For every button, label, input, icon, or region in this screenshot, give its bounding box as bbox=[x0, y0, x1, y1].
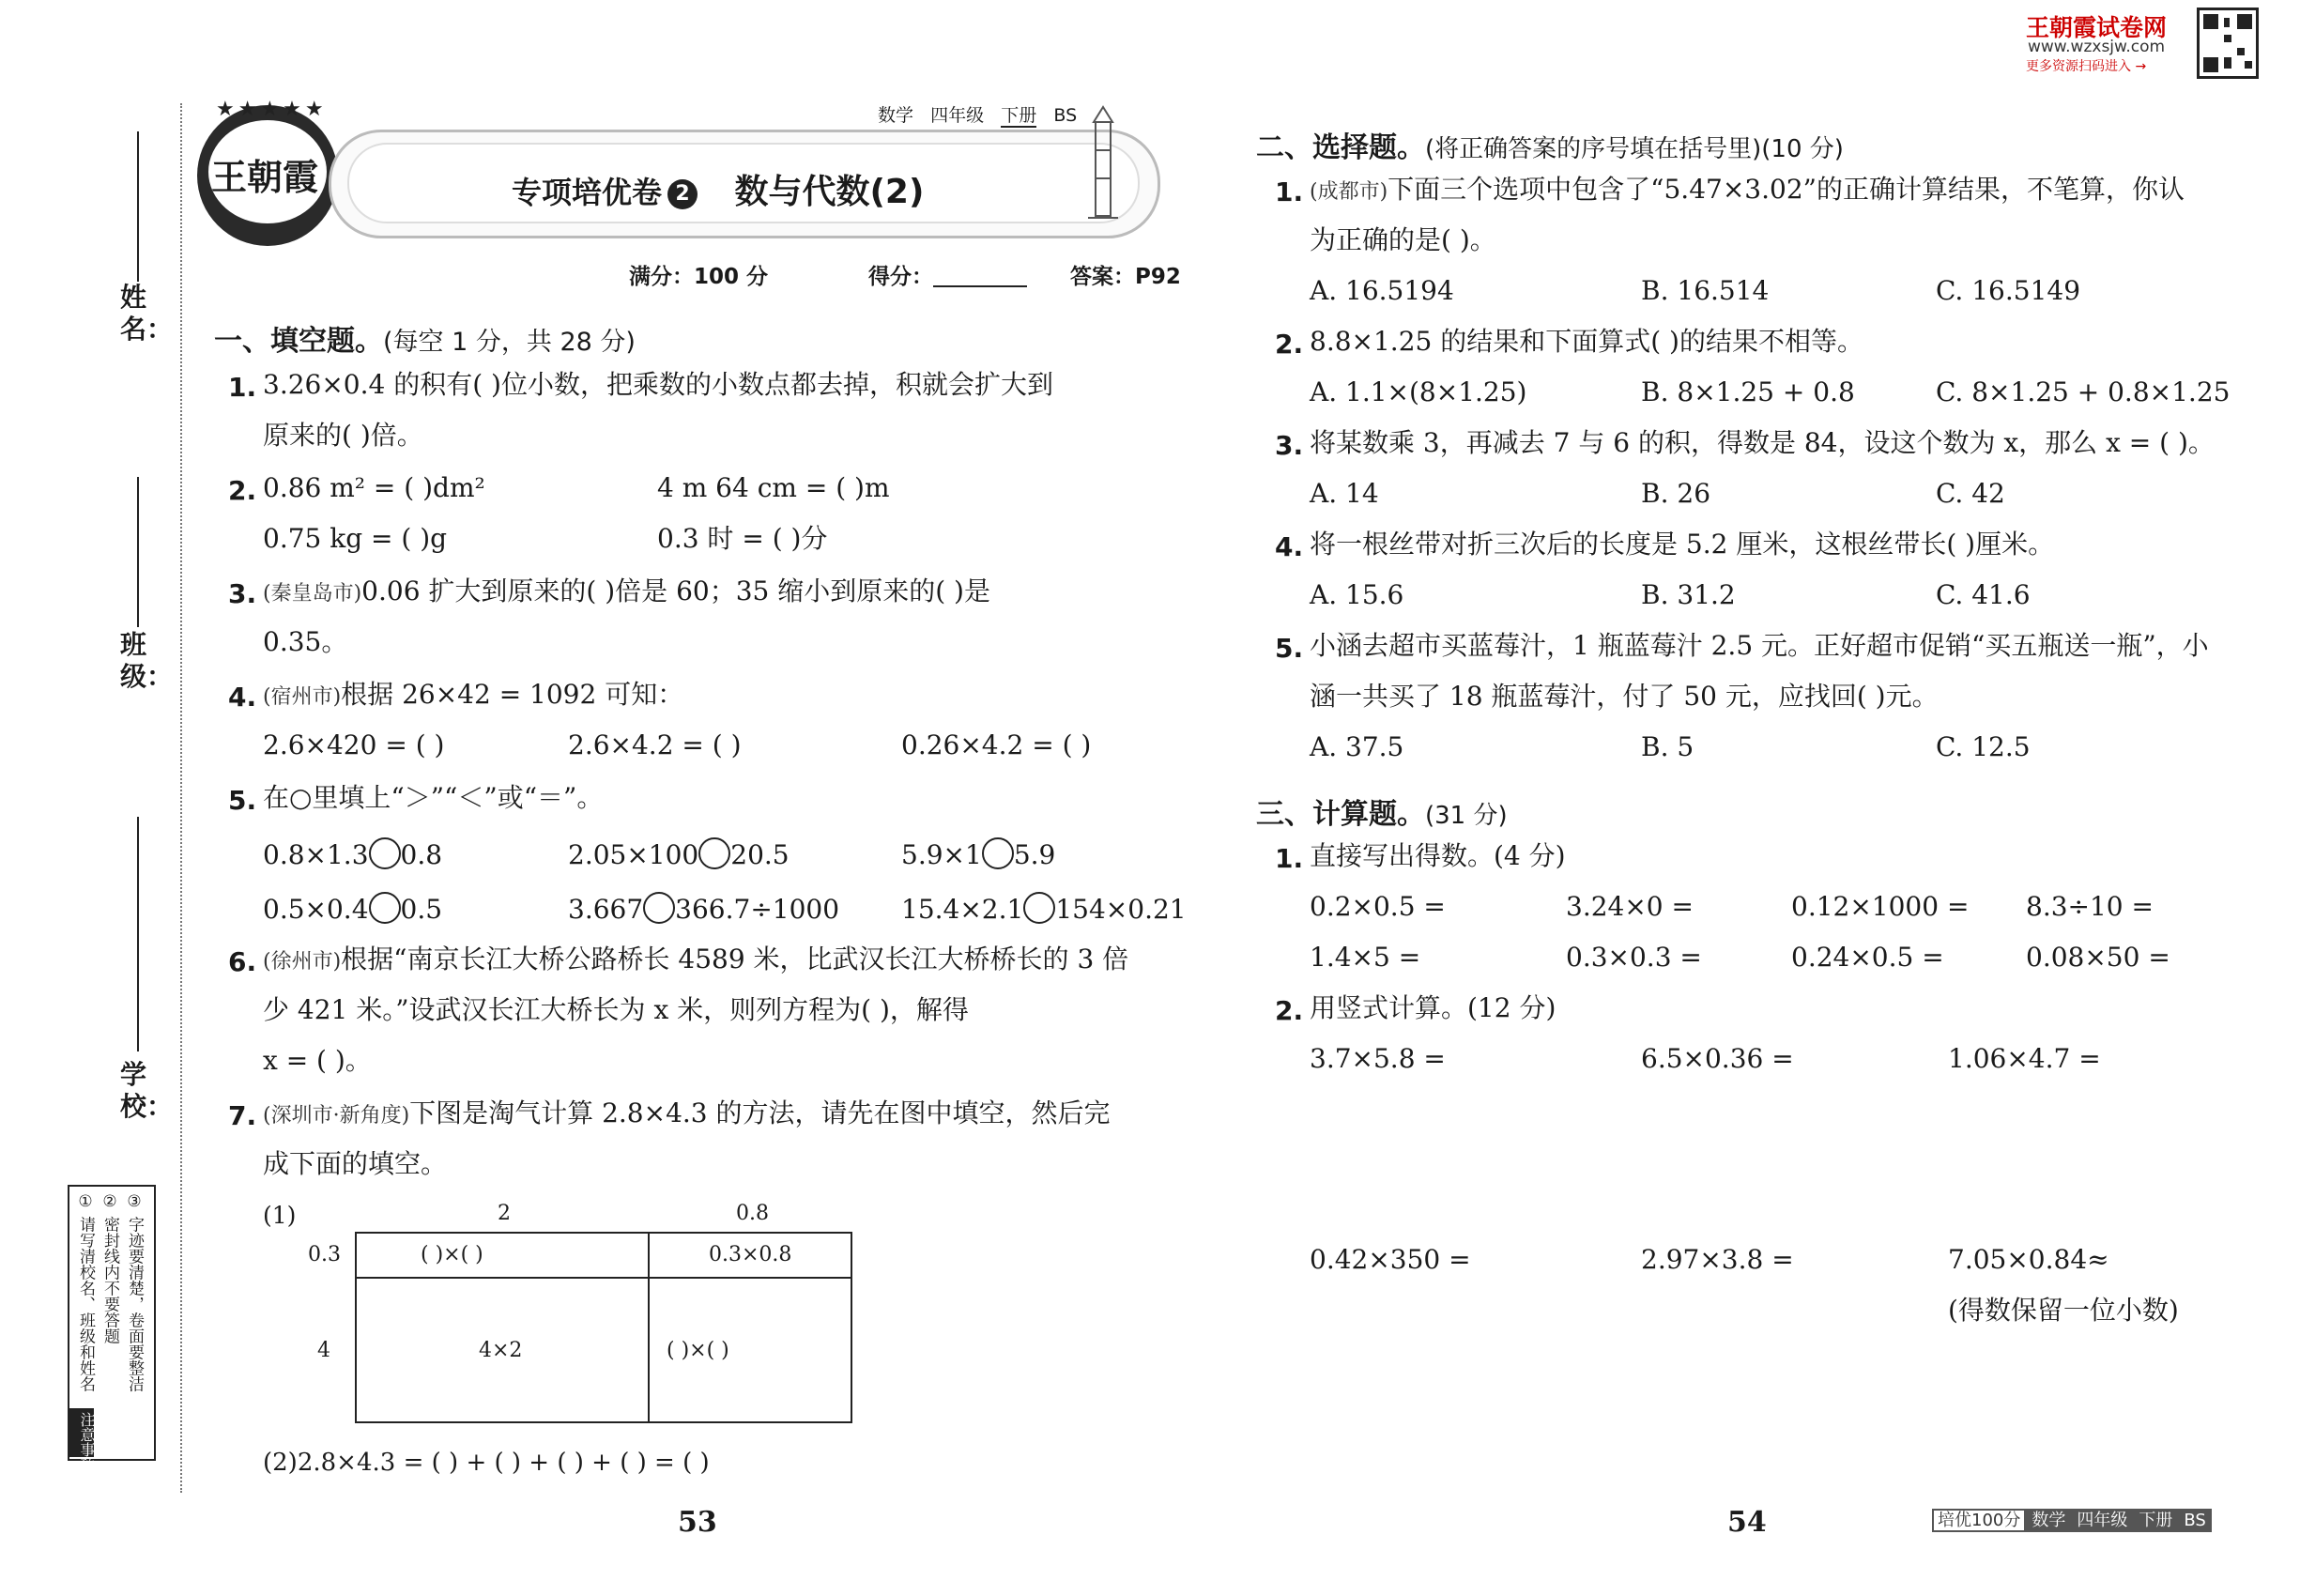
s2-q2-opt-b[interactable]: B. 8×1.25 + 0.8 bbox=[1641, 376, 1855, 407]
s2-q5-number: 5. bbox=[1275, 633, 1304, 664]
compare-circle[interactable] bbox=[369, 837, 401, 869]
s1-q6-city: (徐州市) bbox=[263, 950, 342, 974]
section3-note: (31 分) bbox=[1425, 802, 1508, 830]
q1-number: 1. bbox=[228, 372, 257, 403]
compare-left: 3.667 bbox=[568, 894, 644, 925]
calc-item: 0.2×0.5 = bbox=[1310, 891, 1446, 922]
compare-left: 2.05×100 bbox=[568, 839, 699, 870]
s1-q6-line1 bbox=[263, 946, 1128, 973]
vertical-calc-item: 0.42×350 = bbox=[1310, 1244, 1471, 1275]
vertical-calc-item: 2.97×3.8 = bbox=[1641, 1244, 1794, 1275]
footer-tag-volume: 下册 bbox=[2133, 1509, 2178, 1532]
area-col1-label: 2 bbox=[498, 1202, 511, 1225]
q2-number: 2. bbox=[228, 475, 257, 506]
s2-q4-line1: 将一根丝带对折三次后的长度是 5.2 厘米，这根丝带长( )厘米。 bbox=[1310, 529, 2055, 560]
s1-q4-line1 bbox=[263, 679, 684, 710]
s2-q5-line1: 小涵去超市买蓝莓汁，1 瓶蓝莓汁 2.5 元。正好超市促销“买五瓶送一瓶”，小 bbox=[1310, 630, 2209, 661]
score-field bbox=[868, 267, 1027, 288]
s1-q4-a: 2.6×420 = ( ) bbox=[263, 729, 445, 760]
compare-left: 0.5×0.4 bbox=[263, 894, 369, 925]
compare-left: 5.9×1 bbox=[901, 839, 982, 870]
s1-q4-text: 根据 26×42 = 1092 可知： bbox=[341, 679, 684, 710]
calc-item: 0.3×0.3 = bbox=[1566, 942, 1702, 973]
notice-item-3: ③ 字迹要清楚，卷面要整洁 bbox=[125, 1192, 144, 1392]
s1-q1-line1: 3.26×0.4 的积有( )位小数，把乘数的小数点都去掉，积就会扩大到 bbox=[263, 369, 1053, 400]
brand-url[interactable]: www.wzxsjw.com bbox=[2028, 38, 2166, 56]
name-label: 姓 名： bbox=[120, 282, 174, 345]
lighthouse-icon bbox=[1084, 103, 1122, 225]
s2-q2-number: 2. bbox=[1275, 329, 1304, 360]
s1-q5-item-3 bbox=[901, 837, 1055, 869]
vertical-calc-item: 6.5×0.36 = bbox=[1641, 1043, 1794, 1074]
answer-ref: 答案：P92 bbox=[1070, 265, 1181, 289]
compare-right: 154×0.21 bbox=[1055, 894, 1187, 925]
s2-q2-opt-c[interactable]: C. 8×1.25 + 0.8×1.25 bbox=[1936, 376, 2231, 407]
compare-right: 366.7÷1000 bbox=[675, 894, 840, 925]
s2-q1-number: 1. bbox=[1275, 176, 1304, 207]
brand-name: 王朝霞试卷网 bbox=[2026, 14, 2168, 41]
page-title bbox=[512, 165, 924, 213]
s1-q3-line1 bbox=[263, 575, 990, 606]
full-score: 满分：100 分 bbox=[629, 265, 769, 289]
compare-left: 15.4×2.1 bbox=[901, 894, 1024, 925]
class-line bbox=[137, 477, 139, 627]
s1-q4-b: 2.6×4.2 = ( ) bbox=[568, 729, 742, 760]
s1-q7-part2: (2)2.8×4.3 = ( ) + ( ) + ( ) + ( ) = ( ) bbox=[263, 1449, 710, 1477]
seal-line bbox=[180, 103, 182, 1493]
s1-q2-b: 4 m 64 cm = ( )m bbox=[657, 472, 890, 503]
section3-title: 三、计算题。 bbox=[1256, 798, 1425, 831]
q5-number: 5. bbox=[228, 785, 257, 816]
rounding-note: (得数保留一位小数) bbox=[1948, 1295, 2179, 1326]
compare-circle[interactable] bbox=[369, 892, 401, 924]
s1-q7-city: (深圳市·新角度) bbox=[263, 1104, 410, 1128]
s1-q3-line2: 0.35。 bbox=[263, 626, 348, 657]
s2-q1-line2: 为正确的是( )。 bbox=[1310, 224, 1496, 255]
compare-left: 0.8×1.3 bbox=[263, 839, 369, 870]
s1-q7-part1: (1) bbox=[263, 1202, 297, 1229]
s1-q5-item-5 bbox=[568, 892, 839, 924]
section1-note: (每空 1 分，共 28 分) bbox=[383, 328, 636, 357]
s3-q2-number: 2. bbox=[1275, 995, 1304, 1026]
compare-right: 0.8 bbox=[400, 839, 443, 870]
subject-tags bbox=[878, 101, 1077, 127]
q7-number: 7. bbox=[228, 1100, 257, 1131]
title-prefix: 专项培优卷 bbox=[512, 175, 663, 210]
tag-edition: BS bbox=[1053, 105, 1078, 126]
qr-code-icon[interactable] bbox=[2197, 8, 2259, 79]
q3-number: 3. bbox=[228, 578, 257, 609]
s2-q1-line1 bbox=[1310, 176, 2185, 203]
s1-q3-text: 0.06 扩大到原来的( )倍是 60；35 缩小到原来的( )是 bbox=[361, 575, 990, 606]
s1-q6-line2: 少 421 米。”设武汉长江大桥长为 x 米，则列方程为( )，解得 bbox=[263, 994, 969, 1025]
section2-note: (将正确答案的序号填在括号里)(10 分) bbox=[1425, 135, 1844, 163]
s1-q7-line2: 成下面的填空。 bbox=[263, 1148, 448, 1179]
s1-q5-line1: 在○里填上“＞”“＜”或“＝”。 bbox=[263, 782, 604, 813]
s1-q5-item-2 bbox=[568, 837, 790, 869]
s1-q1-line2: 原来的( )倍。 bbox=[263, 420, 423, 451]
area-cell-1-1[interactable]: ( )×( ) bbox=[421, 1243, 483, 1266]
s2-q1-city: (成都市) bbox=[1310, 180, 1388, 204]
area-row2-label: 4 bbox=[317, 1339, 330, 1362]
q4-number: 4. bbox=[228, 682, 257, 713]
section1-title: 一、填空题。 bbox=[214, 325, 383, 358]
vertical-calc-item: 7.05×0.84≈ bbox=[1948, 1244, 2109, 1275]
score-label: 得分： bbox=[868, 265, 933, 289]
q6-number: 6. bbox=[228, 946, 257, 977]
logo-text: 王朝霞 bbox=[211, 156, 319, 198]
s1-q7-text: 下图是淘气计算 2.8×4.3 的方法，请先在图中填空，然后完 bbox=[409, 1097, 1111, 1128]
s2-q3-number: 3. bbox=[1275, 430, 1304, 461]
s1-q6-text: 根据“南京长江大桥公路桥长 4589 米，比武汉长江大桥桥长的 3 倍 bbox=[341, 944, 1129, 974]
compare-circle[interactable] bbox=[643, 892, 675, 924]
footer-tag-subject: 数学 bbox=[2026, 1509, 2071, 1532]
area-cell-2-1: 4×2 bbox=[479, 1339, 523, 1362]
s2-q5-opt-c[interactable]: C. 12.5 bbox=[1936, 731, 2031, 762]
s2-q2-opt-a[interactable]: A. 1.1×(8×1.25) bbox=[1310, 376, 1527, 407]
s1-q6-line3: x = ( )。 bbox=[263, 1045, 372, 1076]
notice-item-1: ① 请写清校名、班级和姓名 bbox=[76, 1192, 95, 1392]
compare-circle[interactable] bbox=[698, 837, 730, 869]
compare-circle[interactable] bbox=[1023, 892, 1055, 924]
s2-q4-opt-c[interactable]: C. 41.6 bbox=[1936, 579, 2031, 610]
vertical-calc-item: 3.7×5.8 = bbox=[1310, 1043, 1446, 1074]
notice-item-2: ② 密封线内不要答题 bbox=[100, 1192, 119, 1344]
s1-q4-c: 0.26×4.2 = ( ) bbox=[901, 729, 1092, 760]
tag-volume: 下册 bbox=[1001, 105, 1037, 126]
calc-item: 8.3÷10 = bbox=[2026, 891, 2154, 922]
calc-item: 3.24×0 = bbox=[1566, 891, 1694, 922]
calc-item: 0.08×50 = bbox=[2026, 942, 2170, 973]
title-main: 数与代数(2) bbox=[734, 173, 925, 211]
tag-grade: 四年级 bbox=[930, 105, 985, 126]
s2-q4-number: 4. bbox=[1275, 531, 1304, 562]
name-line bbox=[137, 131, 139, 282]
compare-circle[interactable] bbox=[982, 837, 1014, 869]
s2-q3-opt-b[interactable]: B. 26 bbox=[1641, 478, 1711, 509]
s2-q2-line1: 8.8×1.25 的结果和下面算式( )的结果不相等。 bbox=[1310, 326, 1863, 357]
title-badge: 2 bbox=[667, 179, 698, 209]
logo-stars: ★★★★★ bbox=[216, 98, 328, 121]
s1-q5-item-4 bbox=[263, 892, 442, 924]
s1-q2-a: 0.86 m² = ( )dm² bbox=[263, 472, 485, 503]
compare-right: 0.5 bbox=[400, 894, 443, 925]
footer-tag-edition: BS bbox=[2178, 1509, 2211, 1532]
area-model-vdivider bbox=[648, 1232, 650, 1421]
s2-q1-text: 下面三个选项中包含了“5.47×3.02”的正确计算结果，不笔算，你认 bbox=[1388, 174, 2185, 205]
section2-heading bbox=[1256, 124, 1844, 165]
calc-item: 1.4×5 = bbox=[1310, 942, 1421, 973]
class-label: 班 级： bbox=[120, 629, 174, 692]
brand-note: 更多资源扫码进入 → bbox=[2026, 59, 2147, 74]
area-cell-2-2[interactable]: ( )×( ) bbox=[667, 1339, 729, 1362]
s1-q7-line1 bbox=[263, 1097, 1111, 1128]
area-cell-1-2: 0.3×0.8 bbox=[709, 1243, 792, 1266]
s2-q4-opt-a[interactable]: A. 15.6 bbox=[1310, 579, 1404, 610]
s2-q5-line2: 涵一共买了 18 瓶蓝莓汁，付了 50 元，应找回( )元。 bbox=[1310, 681, 1939, 712]
school-label: 学 校： bbox=[120, 1059, 174, 1122]
area-row1-label: 0.3 bbox=[308, 1243, 341, 1266]
s2-q1-opt-b[interactable]: B. 16.514 bbox=[1641, 275, 1770, 306]
area-model-hdivider bbox=[355, 1277, 851, 1279]
s1-q4-city: (宿州市) bbox=[263, 685, 342, 709]
s3-q1-number: 1. bbox=[1275, 843, 1304, 874]
s2-q5-opt-b[interactable]: B. 5 bbox=[1641, 731, 1694, 762]
section3-heading bbox=[1256, 790, 1508, 832]
s3-q1-line1: 直接写出得数。(4 分) bbox=[1310, 840, 1566, 871]
s2-q1-opt-a[interactable]: A. 16.5194 bbox=[1310, 275, 1454, 306]
compare-right: 5.9 bbox=[1013, 839, 1056, 870]
s2-q3-line1: 将某数乘 3，再减去 7 与 6 的积，得数是 84，设这个数为 x，那么 x = ( )。 bbox=[1310, 427, 2215, 458]
section2-title: 二、选择题。 bbox=[1256, 131, 1425, 164]
notice-title: 注意事项 bbox=[78, 1412, 96, 1472]
page-number-left: 53 bbox=[678, 1506, 717, 1539]
page-number-right: 54 bbox=[1727, 1506, 1767, 1539]
s2-q1-opt-c[interactable]: C. 16.5149 bbox=[1936, 275, 2081, 306]
footer-tag-series: 培优100分 bbox=[1932, 1509, 2026, 1532]
s1-q2-d: 0.3 时 = ( )分 bbox=[657, 523, 828, 554]
s1-q2-c: 0.75 kg = ( )g bbox=[263, 523, 448, 554]
section1-heading bbox=[214, 317, 636, 359]
vertical-calc-item: 1.06×4.7 = bbox=[1948, 1043, 2101, 1074]
s1-q5-item-6 bbox=[901, 892, 1187, 924]
s2-q5-opt-a[interactable]: A. 37.5 bbox=[1310, 731, 1404, 762]
compare-right: 20.5 bbox=[730, 839, 790, 870]
calc-item: 0.12×1000 = bbox=[1791, 891, 1970, 922]
calc-item: 0.24×0.5 = bbox=[1791, 942, 1944, 973]
area-col2-label: 0.8 bbox=[736, 1202, 769, 1225]
s1-q5-item-1 bbox=[263, 837, 442, 869]
school-line bbox=[137, 817, 139, 1051]
footer-tags bbox=[1932, 1510, 2212, 1532]
s3-q2-line1: 用竖式计算。(12 分) bbox=[1310, 992, 1556, 1023]
score-blank[interactable] bbox=[933, 285, 1027, 287]
s2-q3-opt-a[interactable]: A. 14 bbox=[1310, 478, 1379, 509]
s2-q3-opt-c[interactable]: C. 42 bbox=[1936, 478, 2005, 509]
tag-subject: 数学 bbox=[878, 105, 914, 126]
footer-tag-grade: 四年级 bbox=[2071, 1509, 2133, 1532]
s2-q4-opt-b[interactable]: B. 31.2 bbox=[1641, 579, 1736, 610]
s1-q3-city: (秦皇岛市) bbox=[263, 582, 362, 606]
